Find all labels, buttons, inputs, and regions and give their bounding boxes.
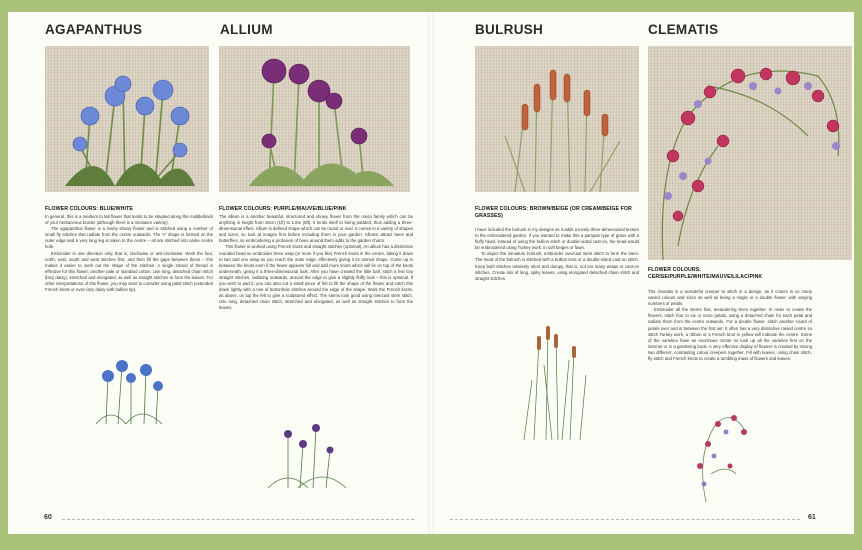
agapanthus-embroidery-photo	[45, 46, 209, 192]
clematis-colours: FLOWER COLOURS: CERISE/PURPLE/WHITE/MAUVE/LILAC/PINK	[648, 267, 763, 280]
clematis-paragraph: Embroider all the stems first, meandering them together. In order to create the flowers, stitch four to six or more petals, using a detached chain for each petal and radiate them from the centre outwards. For a double flower, stitch another round of petals over and in between the first set. It often has a very distinctive raised centre so stitch Turkey work, a ribbon or a French knot in yellow will indicate the centre. Some of the varieties have an enormous centre so look up all the varieties first on the internet or in a gardening book. A very effective display of flowers is created by mixing two different, contrasting colour creepers together. Fill with leaves, using chain stitch, fly stitch and French knots to create a tumbling mass of flowers and leaves.	[648, 307, 812, 362]
bulrush-sketch	[514, 320, 594, 442]
agapanthus-body	[45, 214, 213, 344]
book-gutter	[428, 12, 434, 534]
agapanthus-title: AGAPANTHUS	[45, 22, 143, 37]
clematis-title: CLEMATIS	[648, 22, 719, 37]
bulrush-title: BULRUSH	[475, 22, 544, 37]
allium-body	[219, 214, 413, 382]
allium-title: ALLIUM	[220, 22, 273, 37]
bulrush-embroidery-photo	[475, 46, 639, 192]
bulrush-paragraph: I have included the bulrush in my designs as it adds a lovely three-dimensional texture to the embroidered garden. If you wanted to make this a pampas type of grass with a fluffy head, instead of using the bullion stitch or double-sided cast-on, the head would be embroidered using Turkey work, in soft beiges or fawn.	[475, 227, 639, 251]
bulrush-paragraph: To depict the miniature bulrush, embroider overcast stem stitch to form the stem. The head of the bulrush is stitched with a bullion knot or a double-sided cast-on stitch. Keep both stitches relatively short and dumpy, that is, not too many wraps or cast-on stitches. Create lots of long, spiky leaves, using elongated detached chain stitch and straight stitches.	[475, 251, 639, 281]
page-number-left: 60	[44, 514, 52, 521]
bulrush-body	[475, 227, 639, 317]
allium-colours: FLOWER COLOURS: PURPLE/MAUVE/BLUE/PINK	[219, 206, 347, 212]
clematis-paragraph: The clematis is a wonderful creeper to stitch in a design, as it comes in so many varied colours and sizes as well as being a single or a double flower, with varying numbers of petals.	[648, 289, 812, 307]
footer-rule-right	[450, 519, 800, 520]
agapanthus-sketch	[86, 356, 172, 426]
page-number-right: 61	[808, 514, 816, 521]
agapanthus-colours: FLOWER COLOURS: BLUE/WHITE	[45, 206, 133, 212]
allium-embroidery-photo	[219, 46, 410, 192]
clematis-body	[648, 289, 812, 401]
allium-paragraph: This flower is worked using French knots and straight stitches (optional). An allium has a distinctive rounded head so embroider three wrap (or more if you like) French knots in the centre, taking it down to two and one wrap as you reach the outer edge, effectively giving it its domed shape. Come up in between the knots even if the fewer appears full and add more knots which will lie on top of the knots underneath, giving it a three-dimensional look. After you have created the little ball, stitch a few tiny straight stitches, radiating outwards, around the edge to give a slightly fluffy look – this is optional. If you wish to pad it, you can also cut a small piece of felt to fill the shape of the flower and catch this down lightly with a row of buttonhole stitches around the edge of the shape. Work the French knots, as above, on top the felt to give a sculptured effect. The stems look good using overcast stem stitch. Use long, detached chain stitch, stretched and elongated, as well as straight stitches to form the leaves.	[219, 244, 413, 311]
clematis-embroidery-photo	[648, 46, 852, 260]
bulrush-colours: FLOWER COLOURS: BROWN/BEIGE (OR CREAM/BEIGE FOR GRASSES)	[475, 206, 632, 219]
agapanthus-paragraph: In general, this is a medium to tall flower that tends to be situated along the middle/back of your herbaceous border (although there is a miniature variety).	[45, 214, 213, 226]
footer-rule-left	[62, 519, 414, 520]
agapanthus-paragraph: Embroider in one direction only, that is, clockwise or anti-clockwise. Work the four, north, east, south and west stitches first, and then fill the gaps between these – this makes it easier to work out the shape of the stitches. A single strand of thread is effective for this flower; another pale or standard cotton. Use long, detached chain stitch (lazy daisy), stretched and elongated, as well as straight stitches to form the leaves. For other interpretations of this flower, you may want to consider using palid stitch (extended French knots or even lazy daisy with bullion tip).	[45, 250, 213, 293]
agapanthus-paragraph: The agapanthus flower is a lovely showy flower and is stitched using a number of small fly stitches that radiate from the centre outwards. The 'V' shape is formed on the outer edge and a very long leg is taken to the centre – all are stitched into same centre hole.	[45, 226, 213, 250]
clematis-sketch	[686, 404, 752, 504]
allium-paragraph: The allium is a another beautiful, structured and showy flower from the onion family which can be anything in height from 30cm (1ft) to 1.8m (6ft). It lends itself to being padded, thus adding a three-dimensional effect. Allium is defined shape which can be round or oval. It comes in a variety of shapes and sizes, so look at images first before including them in your garden. Alliums attract bees and butterflies, so embroidering a profusion of bees around them adds to the garden charm.	[219, 214, 413, 244]
allium-sketch	[258, 416, 352, 490]
